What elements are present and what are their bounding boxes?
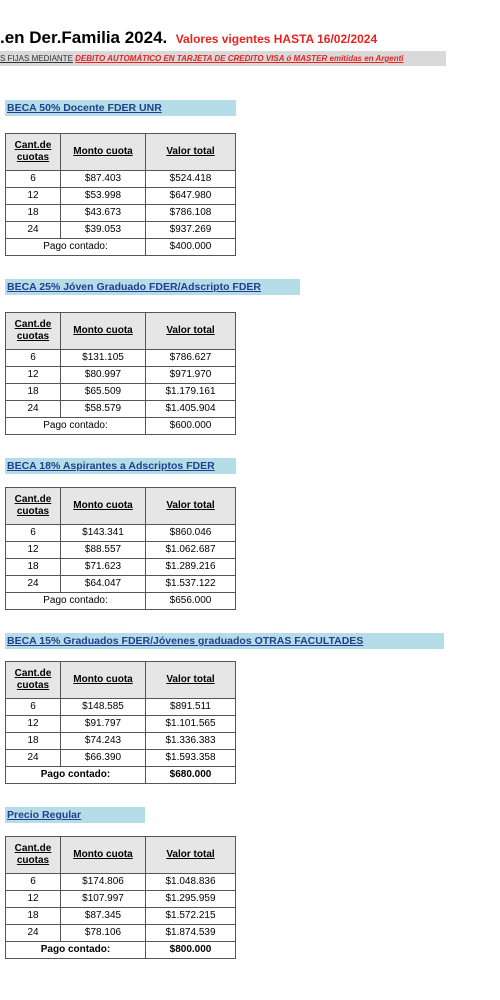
- table-row: [6, 401, 236, 418]
- header-cant-cuotas: Cant.de cuotas: [6, 662, 61, 699]
- pago-contado-value: $400.000: [146, 239, 236, 256]
- cell-cuotas: 24: [6, 222, 61, 239]
- header-cant-cuotas: Cant.de cuotas: [6, 488, 61, 525]
- cell-monto: $107.997: [61, 891, 146, 908]
- cell-cuotas: 12: [6, 367, 61, 384]
- section-heading-beca-25: BECA 25% Jóven Graduado FDER/Adscripto FDER: [5, 279, 300, 295]
- cell-monto: $143.341: [61, 525, 146, 542]
- cell-cuotas: 24: [6, 576, 61, 593]
- cell-total: $860.046: [146, 525, 236, 542]
- pago-contado-label: Pago contado:: [6, 593, 146, 610]
- cell-monto: $80.997: [61, 367, 146, 384]
- cell-monto: $64.047: [61, 576, 146, 593]
- cell-monto: $71.623: [61, 559, 146, 576]
- section-heading-beca-15: BECA 15% Graduados FDER/Jóvenes graduados OTRAS FACULTADES: [5, 633, 444, 649]
- cell-total: $1.572.215: [146, 908, 236, 925]
- header-cant-cuotas: Cant.de cuotas: [6, 134, 61, 171]
- cell-monto: $78.106: [61, 925, 146, 942]
- document-title: .en Der.Familia 2024.: [0, 28, 168, 47]
- header-cant-cuotas: Cant.de cuotas: [6, 837, 61, 874]
- cell-total: $1.101.565: [146, 716, 236, 733]
- price-table-beca-15: [5, 661, 236, 784]
- pago-contado-value: $680.000: [146, 767, 236, 784]
- cell-monto: $87.403: [61, 171, 146, 188]
- pago-contado-label: Pago contado:: [6, 942, 146, 959]
- cell-total: $786.627: [146, 350, 236, 367]
- header-valor-total: Valor total: [146, 134, 236, 171]
- pago-contado-value: $600.000: [146, 418, 236, 435]
- header-valor-total: Valor total: [146, 488, 236, 525]
- cell-cuotas: 18: [6, 559, 61, 576]
- pago-contado-value: $800.000: [146, 942, 236, 959]
- cell-total: $1.295.959: [146, 891, 236, 908]
- cell-monto: $148.585: [61, 699, 146, 716]
- cell-monto: $131.105: [61, 350, 146, 367]
- cell-monto: $91.797: [61, 716, 146, 733]
- pago-contado-label: Pago contado:: [6, 239, 146, 256]
- header-cant-cuotas: Cant.de cuotas: [6, 313, 61, 350]
- pago-contado-row: [6, 418, 236, 435]
- table-row: [6, 222, 236, 239]
- cell-total: $1.537.122: [146, 576, 236, 593]
- cell-total: $524.418: [146, 171, 236, 188]
- cell-cuotas: 24: [6, 750, 61, 767]
- table-row: [6, 559, 236, 576]
- cell-monto: $74.243: [61, 733, 146, 750]
- cell-total: $1.179.161: [146, 384, 236, 401]
- table-row: [6, 205, 236, 222]
- header-monto-cuota: Monto cuota: [61, 662, 146, 699]
- table-header-row: [6, 313, 236, 350]
- cell-cuotas: 6: [6, 874, 61, 891]
- table-row: [6, 384, 236, 401]
- price-table-beca-25: [5, 312, 236, 435]
- cell-cuotas: 24: [6, 401, 61, 418]
- pago-contado-row: [6, 239, 236, 256]
- payment-method-note: [0, 51, 446, 66]
- cell-cuotas: 18: [6, 205, 61, 222]
- header-valor-total: Valor total: [146, 837, 236, 874]
- section-heading-precio-regular: Precio Regular: [5, 807, 145, 823]
- header-monto-cuota: Monto cuota: [61, 313, 146, 350]
- table-row: [6, 874, 236, 891]
- cell-total: $971.970: [146, 367, 236, 384]
- pago-contado-row: [6, 593, 236, 610]
- price-table-precio-regular: [5, 836, 236, 959]
- table-row: [6, 188, 236, 205]
- table-row: [6, 542, 236, 559]
- cell-monto: $174.806: [61, 874, 146, 891]
- cell-monto: $66.390: [61, 750, 146, 767]
- table-row: [6, 891, 236, 908]
- pago-contado-label: Pago contado:: [6, 418, 146, 435]
- cell-cuotas: 12: [6, 542, 61, 559]
- cell-cuotas: 24: [6, 925, 61, 942]
- cell-cuotas: 12: [6, 716, 61, 733]
- cell-cuotas: 12: [6, 188, 61, 205]
- table-row: [6, 171, 236, 188]
- validity-notice: Valores vigentes HASTA 16/02/2024: [175, 32, 378, 46]
- cell-monto: $43.673: [61, 205, 146, 222]
- section-heading-beca-18: BECA 18% Aspirantes a Adscriptos FDER: [5, 458, 236, 474]
- cell-total: $1.874.539: [146, 925, 236, 942]
- cell-total: $1.405.904: [146, 401, 236, 418]
- price-table-beca-50: [5, 133, 236, 256]
- section-heading-beca-50: BECA 50% Docente FDER UNR: [5, 100, 236, 116]
- cell-total: $1.336.383: [146, 733, 236, 750]
- table-header-row: [6, 837, 236, 874]
- table-header-row: [6, 488, 236, 525]
- cell-cuotas: 6: [6, 525, 61, 542]
- cell-monto: $88.557: [61, 542, 146, 559]
- cell-total: $1.062.687: [146, 542, 236, 559]
- cell-cuotas: 18: [6, 908, 61, 925]
- payment-note-prefix: S FIJAS MEDIANTE: [0, 54, 73, 63]
- cell-cuotas: 18: [6, 384, 61, 401]
- table-header-row: [6, 134, 236, 171]
- pago-contado-label: Pago contado:: [6, 767, 146, 784]
- table-row: [6, 925, 236, 942]
- cell-cuotas: 18: [6, 733, 61, 750]
- cell-cuotas: 6: [6, 699, 61, 716]
- table-header-row: [6, 662, 236, 699]
- table-row: [6, 350, 236, 367]
- cell-total: $647.980: [146, 188, 236, 205]
- cell-total: $891.511: [146, 699, 236, 716]
- cell-monto: $58.579: [61, 401, 146, 418]
- cell-total: $786.108: [146, 205, 236, 222]
- header-valor-total: Valor total: [146, 662, 236, 699]
- cell-monto: $65.509: [61, 384, 146, 401]
- table-row: [6, 750, 236, 767]
- table-row: [6, 716, 236, 733]
- table-row: [6, 525, 236, 542]
- cell-total: $1.593.358: [146, 750, 236, 767]
- table-row: [6, 908, 236, 925]
- table-row: [6, 733, 236, 750]
- table-row: [6, 367, 236, 384]
- table-row: [6, 576, 236, 593]
- header-monto-cuota: Monto cuota: [61, 488, 146, 525]
- cell-monto: $39.053: [61, 222, 146, 239]
- pago-contado-value: $656.000: [146, 593, 236, 610]
- price-table-beca-18: [5, 487, 236, 610]
- cell-cuotas: 6: [6, 350, 61, 367]
- header-monto-cuota: Monto cuota: [61, 134, 146, 171]
- pago-contado-row: [6, 942, 236, 959]
- header-valor-total: Valor total: [146, 313, 236, 350]
- pago-contado-row: [6, 767, 236, 784]
- cell-cuotas: 6: [6, 171, 61, 188]
- document-title-line: [0, 28, 377, 48]
- cell-monto: $53.998: [61, 188, 146, 205]
- cell-total: $1.048.836: [146, 874, 236, 891]
- cell-monto: $87.345: [61, 908, 146, 925]
- table-row: [6, 699, 236, 716]
- cell-cuotas: 12: [6, 891, 61, 908]
- cell-total: $937.269: [146, 222, 236, 239]
- payment-note-emphasis: DEBITO AUTOMÁTICO EN TARJETA DE CREDITO VISA ó MASTER emitidas en Argenti: [75, 54, 404, 63]
- header-monto-cuota: Monto cuota: [61, 837, 146, 874]
- cell-total: $1.289.216: [146, 559, 236, 576]
